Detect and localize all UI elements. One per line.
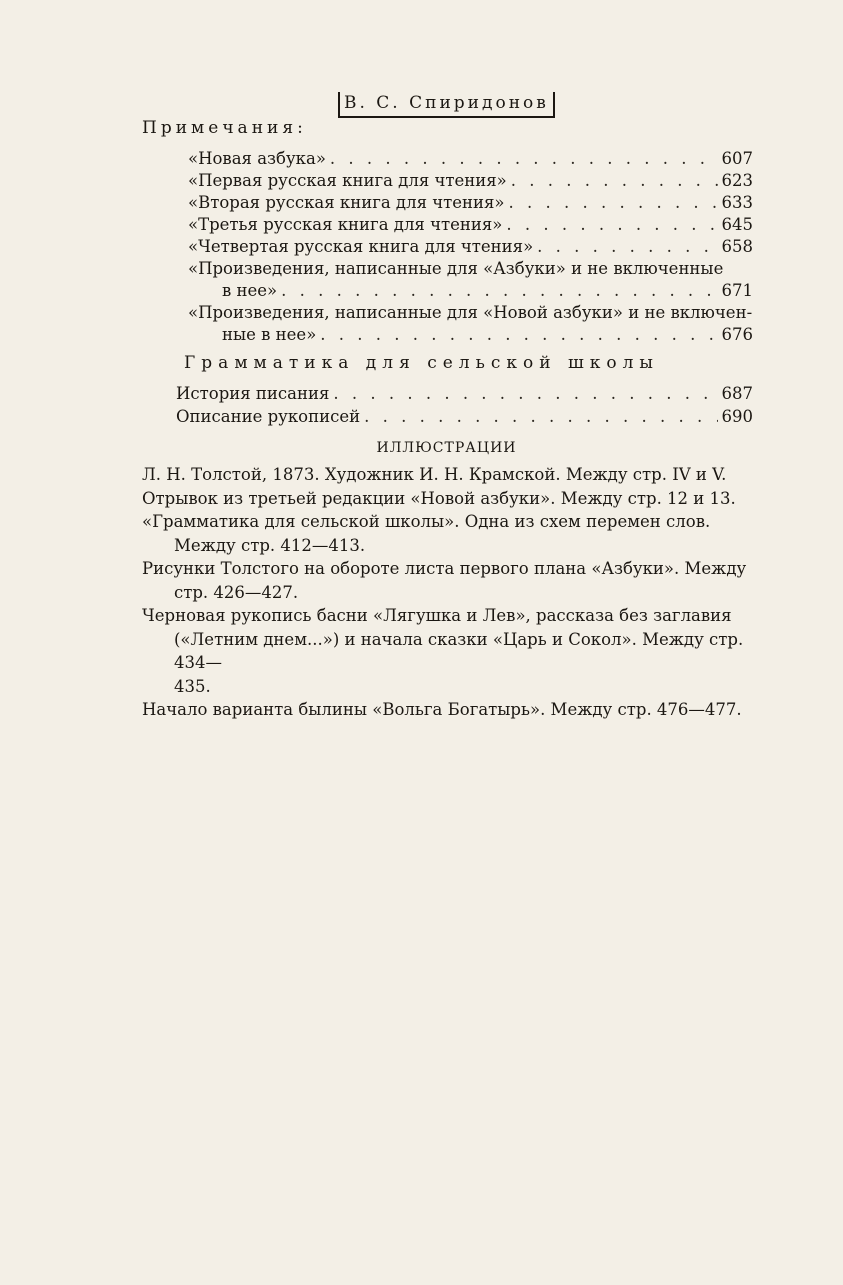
toc-entry-page: 645 — [721, 215, 753, 234]
toc-entry-page: 658 — [721, 237, 753, 256]
toc-entry-title: «Третья русская книга для чтения» — [188, 215, 503, 234]
illustration-item — [142, 487, 758, 511]
dot-leader — [511, 170, 718, 192]
illustration-item — [142, 463, 758, 487]
toc-entry-title: «Первая русская книга для чтения» — [188, 171, 507, 190]
dot-leader — [364, 405, 717, 428]
illustration-item — [142, 698, 758, 722]
toc-entry-title: «Произведения, написанные для «Азбуки» и не включенные — [188, 259, 724, 278]
toc-entry-title: История писания — [176, 384, 330, 403]
toc-entry-title: «Новая азбука» — [188, 149, 326, 168]
illustrations-list — [142, 463, 758, 722]
illustration-text: Начало варианта былины «Вольга Богатырь». Между стр. 476—477. — [142, 700, 742, 719]
illustration-text: Л. Н. Толстой, 1873. Художник И. Н. Крамской. Между стр. IV и V. — [142, 465, 727, 484]
toc-entry-title-cont: ные в нее» — [222, 325, 317, 344]
illustration-text: Черновая рукопись басни «Лягушка и Лев», рассказа без заглавия — [142, 606, 732, 625]
toc-entry-title: «Вторая русская книга для чтения» — [188, 193, 505, 212]
toc-entry-page: 676 — [721, 325, 753, 344]
illustration-text: Рисунки Толстого на обороте листа первого плана «Азбуки». Между — [142, 559, 747, 578]
grammar-toc — [176, 382, 753, 428]
dot-leader — [537, 236, 717, 258]
toc-entry[interactable] — [188, 214, 753, 236]
illustration-text-cont: 435. — [174, 676, 211, 696]
toc-entry-title: Описание рукописей — [176, 407, 361, 426]
dot-leader — [333, 382, 717, 405]
notes-heading: Примечания: — [142, 118, 307, 138]
toc-entry-title-cont: в нее» — [222, 281, 278, 300]
illustration-item — [142, 557, 758, 604]
dot-leader — [330, 148, 718, 170]
toc-entry-page: 687 — [721, 384, 753, 403]
illustration-text-cont: стр. 426—427. — [174, 582, 299, 602]
toc-entry-title: «Четвертая русская книга для чтения» — [188, 237, 534, 256]
illustration-item — [142, 604, 758, 698]
toc-entry-page: 671 — [721, 281, 753, 300]
illustration-text-cont: («Летним днем...») и начала сказки «Царь и Сокол». Между стр. 434— — [174, 629, 744, 672]
toc-entry[interactable] — [188, 302, 753, 346]
toc-entry[interactable] — [188, 192, 753, 214]
illustration-text-cont: Между стр. 412—413. — [174, 535, 366, 555]
toc-entry-page: 690 — [721, 407, 753, 426]
dot-leader — [506, 214, 717, 236]
illustration-item — [142, 510, 758, 557]
author-header: В. С. Спиридонов — [338, 92, 555, 118]
toc-entry[interactable] — [188, 236, 753, 258]
toc-entry-page: 623 — [721, 171, 753, 190]
dot-leader — [320, 324, 717, 346]
toc-entry[interactable] — [188, 148, 753, 170]
dot-leader — [509, 192, 718, 214]
toc-entry-title: «Произведения, написанные для «Новой азбуки» и не включен- — [188, 303, 753, 322]
toc-entry-page: 633 — [721, 193, 753, 212]
toc-entry[interactable] — [188, 170, 753, 192]
illustration-text: Отрывок из третьей редакции «Новой азбуки». Между стр. 12 и 13. — [142, 488, 736, 508]
illustration-text: «Грамматика для сельской школы». Одна из схем перемен слов. — [142, 512, 711, 531]
notes-toc — [188, 148, 753, 346]
illustrations-heading: ИЛЛЮСТРАЦИИ — [376, 440, 517, 456]
grammar-heading: Грамматика для сельской школы — [184, 353, 659, 373]
toc-entry[interactable] — [188, 258, 753, 302]
toc-entry[interactable] — [176, 405, 753, 428]
toc-entry[interactable] — [176, 382, 753, 405]
dot-leader — [281, 280, 717, 302]
toc-entry-page: 607 — [721, 149, 753, 168]
